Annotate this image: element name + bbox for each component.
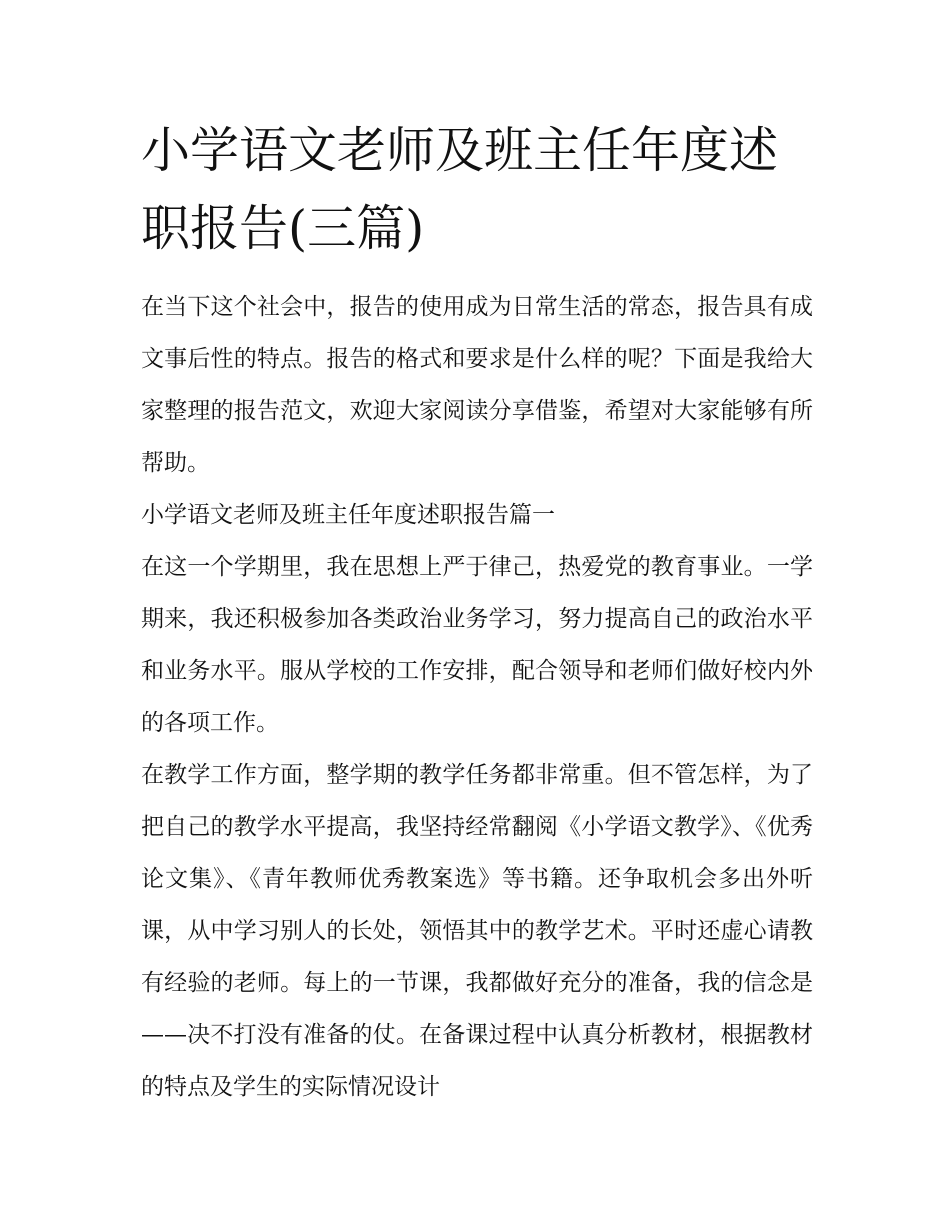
body-paragraph-2: 在教学工作方面，整学期的教学任务都非常重。但不管怎样，为了把自己的教学水平提高，我坚持经常翻阅《小学语文教学》、《优秀论文集》、《青年教师优秀教案选》等书籍。还争取机会多出外听课，从中学习别人的长处，领悟其中的教学艺术。平时还虚心请教有经验的老师。每上的一节课，我都做好充分的准备，我的信念是——决不打没有准备的仗。在备课过程中认真分析教材，根据教材的特点及学生的实际情况设计 [141,762,813,1100]
section-heading: 小学语文老师及班主任年度述职报告篇一 [141,502,555,528]
body-paragraph-1: 在这一个学期里，我在思想上严于律己，热爱党的教育事业。一学期来，我还积极参加各类政治业务学习，努力提高自己的政治水平和业务水平。服从学校的工作安排，配合领导和老师们做好校内外的各项工作。 [141,554,813,736]
document-title: 小学语文老师及班主任年度述职报告(三篇) [141,122,779,257]
intro-paragraph: 在当下这个社会中，报告的使用成为日常生活的常态，报告具有成文事后性的特点。报告的格式和要求是什么样的呢？下面是我给大家整理的报告范文，欢迎大家阅读分享借鉴，希望对大家能够有所帮助。 [141,294,813,476]
document-page [141,112,813,1113]
